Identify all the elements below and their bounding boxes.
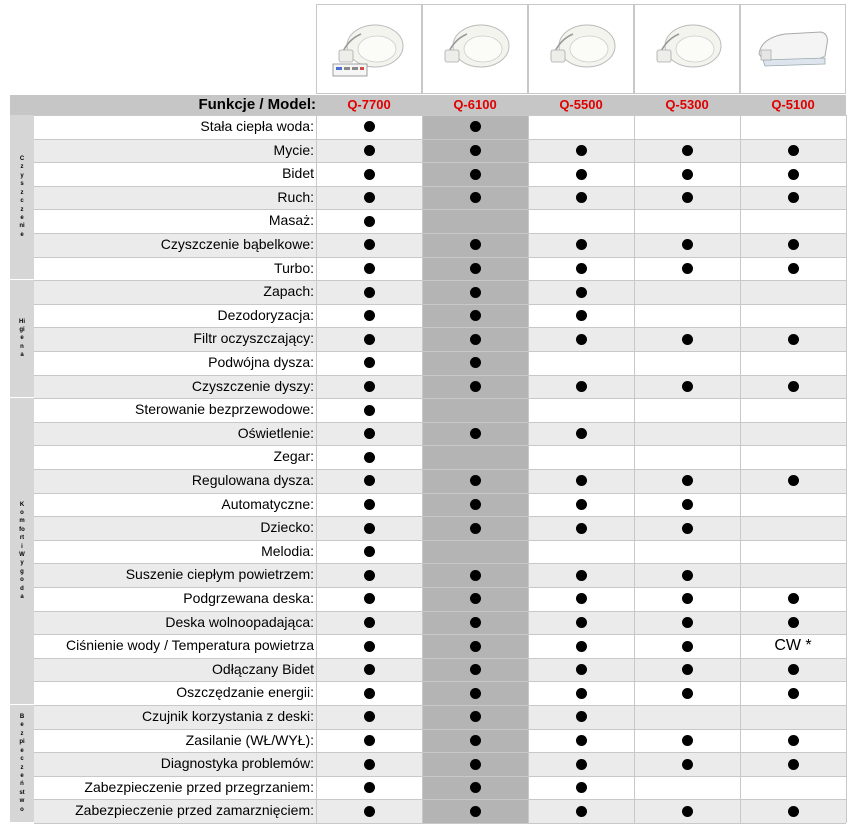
feature-dot <box>788 381 799 392</box>
feature-dot <box>364 593 375 604</box>
feature-dot <box>788 688 799 699</box>
category-text: Higiena <box>19 318 25 359</box>
feature-dot <box>576 192 587 203</box>
feature-dot <box>788 169 799 180</box>
category-text: Bezpieczeństwo <box>19 714 25 813</box>
feature-dot <box>788 617 799 628</box>
feature-text: Suszenie ciepłym powietrzem: <box>125 566 314 583</box>
feature-dot <box>788 759 799 770</box>
category-label <box>10 280 34 398</box>
feature-text: Bidet <box>282 165 314 182</box>
feature-label <box>34 611 316 635</box>
cell-note: CW * <box>774 637 812 655</box>
feature-dot <box>364 334 375 345</box>
feature-text: Ruch: <box>277 188 314 205</box>
feature-text: Regulowana dysza: <box>191 472 314 488</box>
feature-dot <box>470 263 481 274</box>
feature-label <box>34 540 316 564</box>
feature-text: Masaż: <box>268 212 314 229</box>
feature-label <box>34 493 316 517</box>
feature-text: Stała ciepła woda: <box>200 118 314 134</box>
feature-text: Ciśnienie wody / Temperatura powietrza <box>66 637 314 654</box>
feature-dot <box>364 570 375 581</box>
feature-text: Mycie: <box>273 141 314 158</box>
feature-dot <box>470 357 481 368</box>
feature-label <box>34 209 316 233</box>
feature-label <box>34 563 316 587</box>
feature-label <box>34 752 316 776</box>
feature-dot <box>788 593 799 604</box>
feature-dot <box>576 169 587 180</box>
feature-dot <box>576 475 587 486</box>
feature-dot <box>364 523 375 534</box>
product-image-cell <box>528 4 634 94</box>
feature-dot <box>788 664 799 675</box>
feature-text: Filtr oczyszczający: <box>193 330 314 347</box>
toilet-seat-icon <box>543 20 619 78</box>
feature-dot <box>788 239 799 250</box>
feature-dot <box>364 310 375 321</box>
feature-dot <box>788 334 799 345</box>
feature-text: Automatyczne: <box>221 495 314 512</box>
column-divider <box>740 115 741 823</box>
feature-dot <box>364 546 375 557</box>
feature-dot <box>682 523 693 534</box>
feature-label <box>34 587 316 611</box>
feature-label <box>34 162 316 186</box>
feature-text: Oszczędzanie energii: <box>176 684 314 701</box>
header-title: Funkcje / Model: <box>198 96 316 113</box>
feature-dot <box>470 735 481 746</box>
toilet-seat-side-icon <box>755 20 831 78</box>
feature-dot <box>364 263 375 274</box>
feature-dot <box>470 782 481 793</box>
feature-text: Podgrzewana deska: <box>183 590 314 606</box>
feature-dot <box>682 593 693 604</box>
feature-dot <box>364 287 375 298</box>
feature-dot <box>470 169 481 180</box>
category-text: Czyszczenie <box>19 156 25 238</box>
feature-dot <box>682 334 693 345</box>
feature-label <box>34 799 316 823</box>
feature-dot <box>470 381 481 392</box>
feature-text: Zapach: <box>263 283 314 300</box>
feature-dot <box>576 239 587 250</box>
feature-label <box>34 186 316 210</box>
column-divider <box>846 115 847 823</box>
feature-dot <box>364 711 375 722</box>
feature-dot <box>576 523 587 534</box>
feature-dot <box>470 334 481 345</box>
feature-dot <box>682 263 693 274</box>
feature-text: Czyszczenie dyszy: <box>191 377 314 394</box>
feature-dot <box>682 169 693 180</box>
feature-dot <box>470 287 481 298</box>
feature-dot <box>682 239 693 250</box>
product-image-cell <box>740 4 846 94</box>
feature-dot <box>470 192 481 203</box>
feature-dot <box>576 664 587 675</box>
feature-dot <box>576 806 587 817</box>
feature-dot <box>788 192 799 203</box>
feature-dot <box>682 570 693 581</box>
product-image-cell <box>422 4 528 94</box>
feature-dot <box>470 428 481 439</box>
feature-label <box>34 351 316 375</box>
feature-dot <box>364 759 375 770</box>
feature-label <box>34 257 316 281</box>
feature-dot <box>364 239 375 250</box>
feature-dot <box>470 145 481 156</box>
feature-dot <box>682 192 693 203</box>
feature-text: Diagnostyka problemów: <box>160 755 314 772</box>
feature-dot <box>470 239 481 250</box>
product-image-cell <box>634 4 740 94</box>
feature-text: Zegar: <box>273 448 314 465</box>
model-header-q-7700: Q-7700 <box>347 97 391 112</box>
feature-dot <box>576 711 587 722</box>
feature-text: Dziecko: <box>260 519 314 536</box>
feature-dot <box>576 688 587 699</box>
row-divider <box>34 823 846 824</box>
feature-dot <box>576 570 587 581</box>
feature-dot <box>364 664 375 675</box>
feature-dot <box>576 263 587 274</box>
feature-dot <box>682 735 693 746</box>
model-header-q-5300: Q-5300 <box>665 97 709 112</box>
feature-dot <box>788 475 799 486</box>
feature-label <box>34 422 316 446</box>
feature-dot <box>682 688 693 699</box>
feature-text: Zasilanie (WŁ/WYŁ): <box>185 731 314 748</box>
feature-label <box>34 705 316 729</box>
feature-dot <box>682 499 693 510</box>
feature-label <box>34 445 316 469</box>
feature-dot <box>364 641 375 652</box>
feature-dot <box>788 145 799 156</box>
feature-dot <box>364 452 375 463</box>
feature-label <box>34 776 316 800</box>
feature-text: Turbo: <box>274 259 314 276</box>
feature-dot <box>788 263 799 274</box>
feature-label <box>34 658 316 682</box>
feature-dot <box>364 806 375 817</box>
feature-label <box>34 280 316 304</box>
column-divider <box>634 115 635 823</box>
feature-label <box>34 139 316 163</box>
feature-dot <box>682 145 693 156</box>
toilet-seat-with-remote-icon <box>331 20 407 78</box>
feature-dot <box>576 499 587 510</box>
feature-dot <box>364 121 375 132</box>
feature-dot <box>470 641 481 652</box>
feature-dot <box>364 428 375 439</box>
feature-dot <box>576 145 587 156</box>
feature-label <box>34 634 316 658</box>
model-header-q-5100: Q-5100 <box>771 97 815 112</box>
feature-dot <box>682 806 693 817</box>
feature-dot <box>682 641 693 652</box>
feature-dot <box>576 334 587 345</box>
feature-dot <box>682 617 693 628</box>
feature-dot <box>364 475 375 486</box>
feature-dot <box>682 475 693 486</box>
category-label <box>10 115 34 280</box>
feature-dot <box>364 216 375 227</box>
category-text: Komfort i Wygoda <box>19 501 25 601</box>
feature-dot <box>470 806 481 817</box>
category-label <box>10 705 34 823</box>
feature-dot <box>364 735 375 746</box>
column-divider <box>422 115 423 823</box>
feature-dot <box>364 169 375 180</box>
feature-dot <box>788 735 799 746</box>
feature-label <box>34 516 316 540</box>
feature-text: Dezodoryzacja: <box>217 306 314 323</box>
feature-label <box>34 729 316 753</box>
feature-dot <box>576 641 587 652</box>
category-label <box>10 398 34 705</box>
feature-text: Zabezpieczenie przed przegrzaniem: <box>84 778 314 795</box>
feature-dot <box>470 570 481 581</box>
feature-dot <box>682 381 693 392</box>
feature-dot <box>576 617 587 628</box>
feature-dot <box>364 782 375 793</box>
feature-dot <box>576 759 587 770</box>
feature-dot <box>470 593 481 604</box>
feature-dot <box>364 688 375 699</box>
feature-dot <box>682 759 693 770</box>
product-image-cell <box>316 4 422 94</box>
feature-label <box>34 681 316 705</box>
feature-label <box>34 375 316 399</box>
feature-dot <box>576 593 587 604</box>
feature-label <box>34 304 316 328</box>
feature-dot <box>470 711 481 722</box>
feature-dot <box>576 287 587 298</box>
feature-dot <box>364 145 375 156</box>
feature-text: Podwójna dysza: <box>208 354 314 370</box>
feature-text: Czujnik korzystania z deski: <box>142 708 314 724</box>
feature-dot <box>576 782 587 793</box>
feature-dot <box>364 617 375 628</box>
feature-dot <box>682 664 693 675</box>
feature-dot <box>576 310 587 321</box>
feature-dot <box>470 499 481 510</box>
feature-dot <box>576 381 587 392</box>
feature-dot <box>364 192 375 203</box>
column-divider <box>528 115 529 823</box>
feature-text: Melodia: <box>261 542 314 559</box>
feature-label <box>34 327 316 351</box>
feature-dot <box>470 475 481 486</box>
toilet-seat-icon <box>649 20 725 78</box>
feature-dot <box>470 523 481 534</box>
feature-dot <box>788 806 799 817</box>
feature-dot <box>364 499 375 510</box>
feature-text: Oświetlenie: <box>237 424 314 441</box>
toilet-seat-icon <box>437 20 513 78</box>
feature-text: Deska wolnoopadająca: <box>165 613 314 630</box>
feature-dot <box>470 759 481 770</box>
feature-label <box>34 469 316 493</box>
feature-dot <box>576 428 587 439</box>
feature-text: Czyszczenie bąbelkowe: <box>160 236 314 252</box>
feature-dot <box>470 121 481 132</box>
feature-text: Zabezpieczenie przed zamarznięciem: <box>75 802 314 819</box>
column-divider <box>316 115 317 823</box>
feature-label <box>34 398 316 422</box>
feature-dot <box>364 381 375 392</box>
feature-text: Odłączany Bidet <box>212 660 314 677</box>
feature-dot <box>470 617 481 628</box>
feature-dot <box>364 357 375 368</box>
feature-dot <box>576 735 587 746</box>
feature-dot <box>470 664 481 675</box>
feature-label <box>34 233 316 257</box>
feature-text: Sterowanie bezprzewodowe: <box>135 401 314 418</box>
feature-dot <box>364 405 375 416</box>
model-header-q-5500: Q-5500 <box>559 97 603 112</box>
feature-label <box>34 115 316 139</box>
feature-dot <box>470 688 481 699</box>
feature-dot <box>470 310 481 321</box>
model-header-q-6100: Q-6100 <box>453 97 497 112</box>
